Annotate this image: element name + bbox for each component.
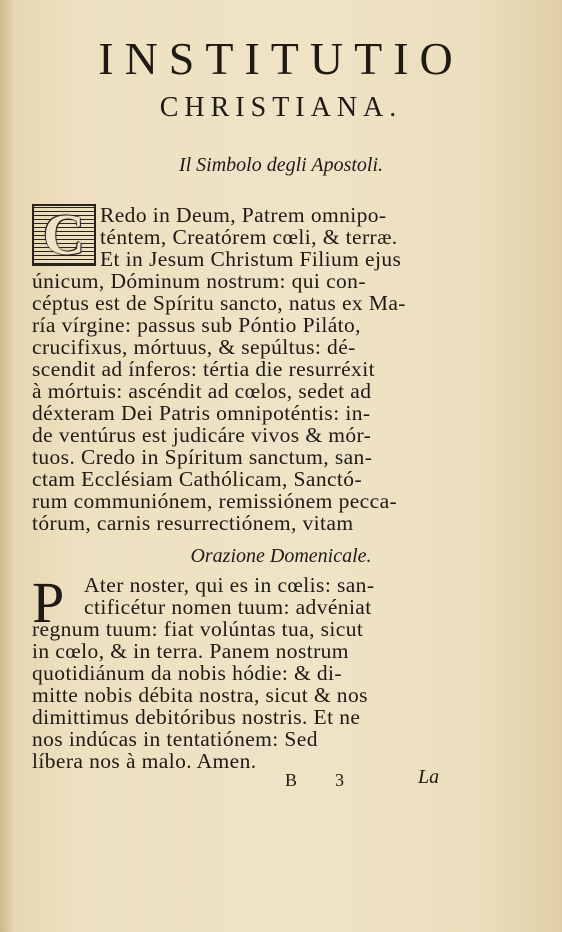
- text-line: líbera nos à malo. Amen.: [32, 749, 257, 773]
- text-line: scendit ad ínferos: tértia die resurréxit: [32, 357, 375, 381]
- text-line: Ater noster, qui es in cœlis: san-: [84, 573, 375, 597]
- text-line: crucifixus, mórtuus, & sepúltus: dé-: [32, 335, 356, 359]
- initial-letter: P: [32, 570, 65, 635]
- page-subtitle: CHRISTIANA.: [159, 92, 403, 123]
- text-line: de ventúrus est judicáre vivos & mór-: [32, 423, 372, 447]
- text-line: tuos. Credo in Spíritum sanctum, san-: [32, 445, 373, 469]
- text-line: Et in Jesum Christum Filium ejus: [100, 247, 402, 271]
- page-shadow: [0, 0, 14, 932]
- text-line: ctam Ecclésiam Cathólicam, Sanctó-: [32, 467, 363, 491]
- text-line: déxteram Dei Patris omnipoténtis: in-: [32, 401, 371, 425]
- text-line: in cœlo, & in terra. Panem nostrum: [32, 639, 349, 663]
- drop-cap-letter: C: [43, 202, 85, 267]
- text-line: quotidiánum da nobis hódie: & di-: [32, 661, 342, 685]
- text-line: céptus est de Spíritu sancto, natus ex Ma-: [32, 291, 406, 315]
- section-heading-prayer: Orazione Domenicale.: [190, 545, 372, 567]
- text-line: tórum, carnis resurrectiónem, vitam: [32, 511, 354, 535]
- text-line: mitte nobis débita nostra, sicut & nos: [32, 683, 368, 707]
- text-line: regnum tuum: fiat volúntas tua, sicut: [32, 617, 364, 641]
- text-line: únicum, Dóminum nostrum: qui con-: [32, 269, 366, 293]
- text-line: téntem, Creatórem cœli, & terræ.: [100, 225, 398, 249]
- section-heading-symbol: Il Simbolo degli Apostoli.: [178, 154, 384, 176]
- signature-mark: B: [285, 770, 298, 790]
- page-title: INSTITUTIO: [98, 33, 464, 84]
- text-line: ría vírgine: passus sub Póntio Piláto,: [32, 313, 361, 337]
- text-line: ctificétur nomen tuum: advéniat: [84, 595, 372, 619]
- text-line: rum communiónem, remissiónem pecca-: [32, 489, 398, 513]
- text-line: nos indúcas in tentatiónem: Sed: [32, 727, 318, 751]
- catchword: La: [418, 766, 440, 788]
- drop-cap-ornament: [32, 204, 96, 266]
- text-line: dimittimus debitóribus nostris. Et ne: [32, 705, 361, 729]
- signature-number: 3: [335, 770, 344, 790]
- text-line: à mórtuis: ascéndit ad cœlos, sedet ad: [32, 379, 372, 403]
- text-line: Redo in Deum, Patrem omnipo-: [100, 203, 387, 227]
